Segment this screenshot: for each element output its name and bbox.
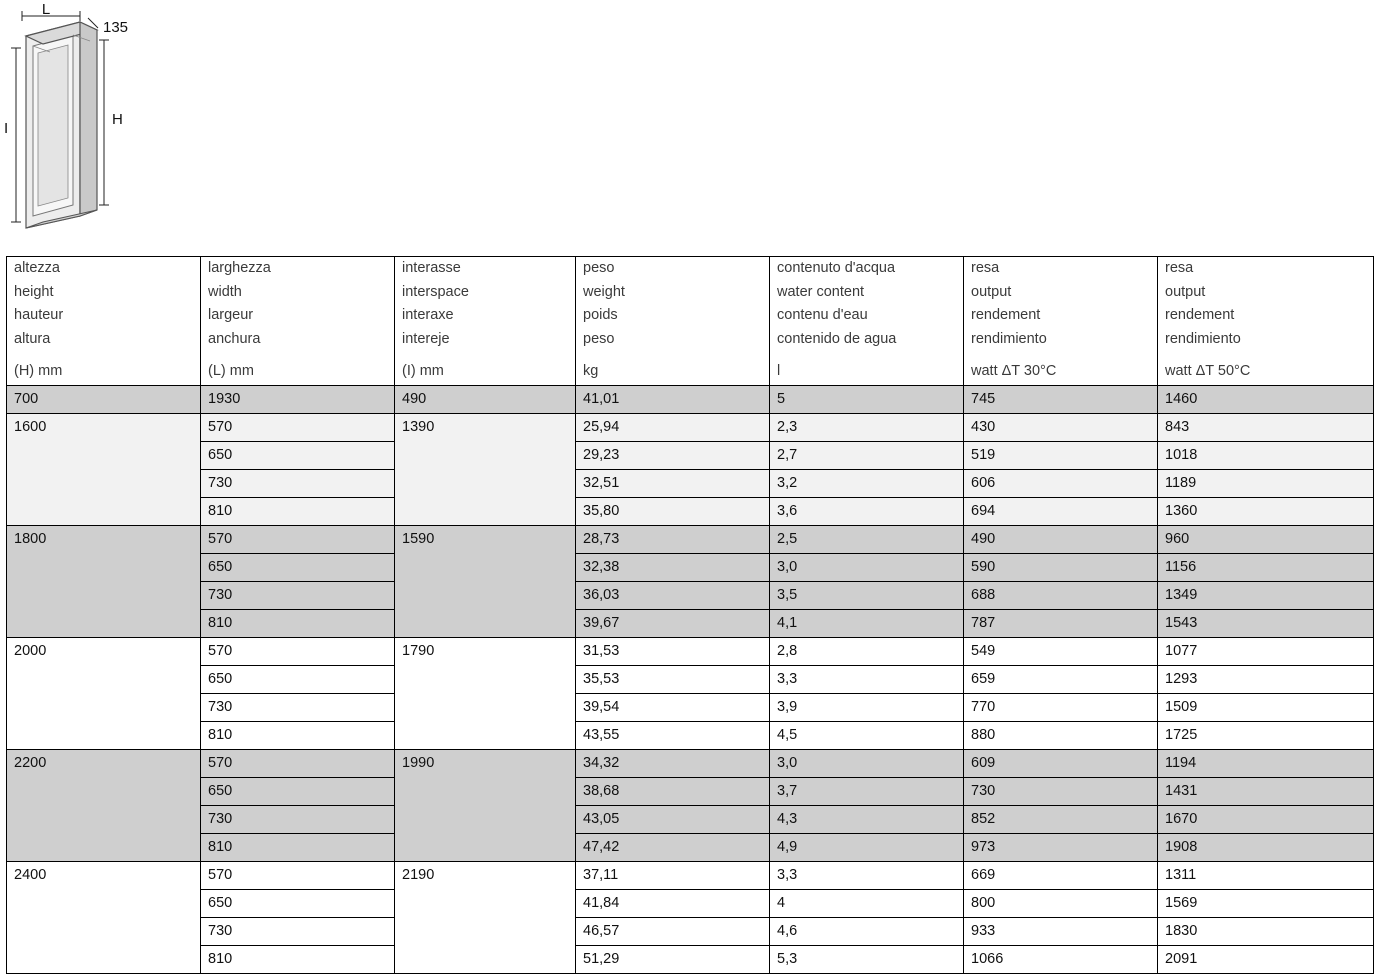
column-header-line: altura [14, 330, 51, 347]
table-row [7, 946, 1374, 974]
column-header-line: contenido de agua [777, 330, 897, 347]
cell-output-50: 1189 [1158, 470, 1374, 498]
column-header-line: poids [583, 307, 618, 323]
cell-weight: 43,05 [576, 806, 770, 834]
cell-water-content: 4,6 [770, 918, 964, 946]
cell-output-30: 688 [964, 582, 1158, 610]
cell-water-content: 2,7 [770, 442, 964, 470]
dimension-label-width: L [41, 1, 51, 18]
cell-output-50: 1360 [1158, 498, 1374, 526]
column-header-line: intereje [402, 330, 450, 347]
cell-height: 2400 [7, 862, 201, 974]
cell-output-50: 1725 [1158, 722, 1374, 750]
cell-interspace: 1390 [395, 414, 576, 526]
cell-water-content: 2,8 [770, 638, 964, 666]
cell-water-content: 3,9 [770, 694, 964, 722]
column-header-line: resa [1165, 260, 1194, 276]
cell-width: 810 [201, 946, 395, 974]
column-header-unit: watt ΔT 30°C [971, 363, 1057, 379]
cell-weight: 38,68 [576, 778, 770, 806]
table-row [7, 498, 1374, 526]
column-header-line: output [1165, 283, 1206, 300]
cell-output-30: 852 [964, 806, 1158, 834]
table-row [7, 890, 1374, 918]
cell-water-content: 3,6 [770, 498, 964, 526]
column-header-line: output [971, 283, 1012, 300]
cell-width: 730 [201, 582, 395, 610]
cell-width: 650 [201, 890, 395, 918]
cell-water-content: 3,0 [770, 750, 964, 778]
cell-interspace: 1790 [395, 638, 576, 750]
table-row [7, 554, 1374, 582]
cell-width: 570 [201, 526, 395, 554]
cell-weight: 41,01 [576, 386, 770, 414]
table-row [7, 694, 1374, 722]
cell-output-30: 490 [964, 526, 1158, 554]
cell-output-30: 1066 [964, 946, 1158, 974]
cell-weight: 34,32 [576, 750, 770, 778]
column-header-line: peso [583, 260, 615, 276]
cell-output-50: 1908 [1158, 834, 1374, 862]
table-row [7, 386, 1374, 414]
cell-output-30: 519 [964, 442, 1158, 470]
cell-output-50: 1349 [1158, 582, 1374, 610]
cell-output-30: 973 [964, 834, 1158, 862]
cell-interspace: 1590 [395, 526, 576, 638]
column-header-line: anchura [208, 330, 261, 347]
column-header-line: height [14, 283, 54, 300]
column-header-line: interasse [402, 260, 461, 276]
cell-interspace: 2190 [395, 862, 576, 974]
cell-water-content: 4 [770, 890, 964, 918]
table-row [7, 862, 1374, 890]
column-header-weight [576, 257, 770, 386]
cell-weight: 51,29 [576, 946, 770, 974]
cell-water-content: 3,3 [770, 862, 964, 890]
cell-weight: 35,53 [576, 666, 770, 694]
column-header-height [7, 257, 201, 386]
cell-width: 650 [201, 778, 395, 806]
cell-weight: 37,11 [576, 862, 770, 890]
cell-width: 730 [201, 806, 395, 834]
cell-output-50: 1311 [1158, 862, 1374, 890]
cell-output-30: 669 [964, 862, 1158, 890]
cell-width: 810 [201, 498, 395, 526]
cell-height: 2200 [7, 750, 201, 862]
table-header [7, 257, 1374, 386]
column-header-line: peso [583, 330, 615, 347]
cell-water-content: 3,2 [770, 470, 964, 498]
cell-weight: 29,23 [576, 442, 770, 470]
column-header-output_50 [1158, 257, 1374, 386]
cell-output-30: 659 [964, 666, 1158, 694]
cell-weight: 31,53 [576, 638, 770, 666]
cell-output-30: 609 [964, 750, 1158, 778]
column-header-line: contenu d'eau [777, 307, 868, 323]
cell-weight: 46,57 [576, 918, 770, 946]
cell-output-30: 549 [964, 638, 1158, 666]
cell-output-30: 745 [964, 386, 1158, 414]
column-header-line: weight [583, 283, 625, 300]
table-row [7, 918, 1374, 946]
cell-output-30: 800 [964, 890, 1158, 918]
cell-output-50: 1543 [1158, 610, 1374, 638]
cell-width: 650 [201, 554, 395, 582]
cell-width: 570 [201, 862, 395, 890]
cell-weight: 41,84 [576, 890, 770, 918]
cell-interspace: 1990 [395, 750, 576, 862]
cell-water-content: 3,7 [770, 778, 964, 806]
column-header-interspace [395, 257, 576, 386]
radiator-drawing [0, 0, 380, 250]
cell-weight: 32,38 [576, 554, 770, 582]
table-row [7, 638, 1374, 666]
cell-output-30: 933 [964, 918, 1158, 946]
column-header-unit: (L) mm [208, 363, 254, 379]
dimension-label-height: H [112, 111, 123, 128]
table-row [7, 806, 1374, 834]
cell-width: 810 [201, 610, 395, 638]
cell-width: 570 [201, 414, 395, 442]
cell-output-30: 430 [964, 414, 1158, 442]
column-header-line: largeur [208, 307, 254, 323]
table-row [7, 722, 1374, 750]
cell-width: 650 [201, 442, 395, 470]
column-header-line: larghezza [208, 260, 271, 276]
table-row [7, 778, 1374, 806]
table-row [7, 610, 1374, 638]
cell-water-content: 3,3 [770, 666, 964, 694]
cell-water-content: 2,5 [770, 526, 964, 554]
dimension-label-interspace: I [4, 120, 9, 137]
column-header-line: interaxe [402, 307, 454, 323]
dimension-label-depth: 135 [103, 19, 129, 36]
table-row [7, 470, 1374, 498]
cell-water-content: 2,3 [770, 414, 964, 442]
cell-width: 810 [201, 722, 395, 750]
cell-width: 1930 [201, 386, 395, 414]
column-header-unit: kg [583, 363, 599, 379]
cell-weight: 36,03 [576, 582, 770, 610]
cell-height: 700 [7, 386, 201, 414]
cell-output-30: 694 [964, 498, 1158, 526]
cell-weight: 35,80 [576, 498, 770, 526]
cell-water-content: 5 [770, 386, 964, 414]
cell-weight: 28,73 [576, 526, 770, 554]
table-row [7, 666, 1374, 694]
cell-water-content: 3,0 [770, 554, 964, 582]
cell-width: 730 [201, 918, 395, 946]
cell-water-content: 4,5 [770, 722, 964, 750]
cell-output-30: 590 [964, 554, 1158, 582]
column-header-output_30 [964, 257, 1158, 386]
table-row [7, 414, 1374, 442]
cell-output-50: 1509 [1158, 694, 1374, 722]
column-header-unit: (H) mm [14, 363, 63, 379]
cell-water-content: 3,5 [770, 582, 964, 610]
cell-output-50: 1293 [1158, 666, 1374, 694]
cell-weight: 39,67 [576, 610, 770, 638]
cell-output-30: 787 [964, 610, 1158, 638]
cell-output-50: 1431 [1158, 778, 1374, 806]
column-header-line: hauteur [14, 307, 64, 323]
table-row [7, 834, 1374, 862]
table-header-row [7, 257, 1374, 386]
cell-output-50: 1460 [1158, 386, 1374, 414]
cell-output-50: 1018 [1158, 442, 1374, 470]
column-header-line: rendement [971, 307, 1041, 323]
cell-width: 650 [201, 666, 395, 694]
column-header-unit: watt ΔT 50°C [1165, 363, 1251, 379]
column-header-line: rendimiento [1165, 330, 1241, 347]
cell-output-50: 1670 [1158, 806, 1374, 834]
cell-output-50: 1194 [1158, 750, 1374, 778]
cell-output-50: 1156 [1158, 554, 1374, 582]
cell-water-content: 4,1 [770, 610, 964, 638]
cell-width: 570 [201, 750, 395, 778]
column-header-unit: l [777, 363, 781, 379]
cell-height: 1800 [7, 526, 201, 638]
column-header-line: contenuto d'acqua [777, 260, 896, 276]
radiator-dimension-diagram [0, 0, 380, 250]
table-row [7, 442, 1374, 470]
column-header-line: rendement [1165, 307, 1235, 323]
cell-output-50: 843 [1158, 414, 1374, 442]
cell-height: 2000 [7, 638, 201, 750]
column-header-width [201, 257, 395, 386]
column-header-water_content [770, 257, 964, 386]
column-header-line: water content [777, 283, 865, 300]
cell-output-50: 2091 [1158, 946, 1374, 974]
column-header-line: resa [971, 260, 1000, 276]
column-header-line: rendimiento [971, 330, 1047, 347]
cell-output-30: 606 [964, 470, 1158, 498]
cell-width: 730 [201, 694, 395, 722]
cell-output-50: 1830 [1158, 918, 1374, 946]
cell-height: 1600 [7, 414, 201, 526]
cell-water-content: 4,3 [770, 806, 964, 834]
cell-interspace: 490 [395, 386, 576, 414]
cell-weight: 39,54 [576, 694, 770, 722]
cell-width: 810 [201, 834, 395, 862]
table-body [7, 386, 1374, 974]
cell-output-30: 770 [964, 694, 1158, 722]
cell-output-30: 730 [964, 778, 1158, 806]
cell-output-30: 880 [964, 722, 1158, 750]
cell-output-50: 960 [1158, 526, 1374, 554]
cell-weight: 32,51 [576, 470, 770, 498]
column-header-line: altezza [14, 260, 60, 276]
cell-water-content: 5,3 [770, 946, 964, 974]
cell-water-content: 4,9 [770, 834, 964, 862]
cell-weight: 43,55 [576, 722, 770, 750]
panel-front-inner [38, 45, 68, 206]
table-row [7, 750, 1374, 778]
table-row [7, 526, 1374, 554]
cell-width: 570 [201, 638, 395, 666]
cell-output-50: 1077 [1158, 638, 1374, 666]
column-header-line: width [208, 283, 242, 300]
table-row [7, 582, 1374, 610]
cell-output-50: 1569 [1158, 890, 1374, 918]
column-header-unit: (I) mm [402, 363, 444, 379]
column-header-line: interspace [402, 283, 469, 300]
technical-specification-table [6, 256, 1374, 974]
panel-side-face [80, 22, 97, 216]
cell-width: 730 [201, 470, 395, 498]
cell-weight: 25,94 [576, 414, 770, 442]
cell-weight: 47,42 [576, 834, 770, 862]
